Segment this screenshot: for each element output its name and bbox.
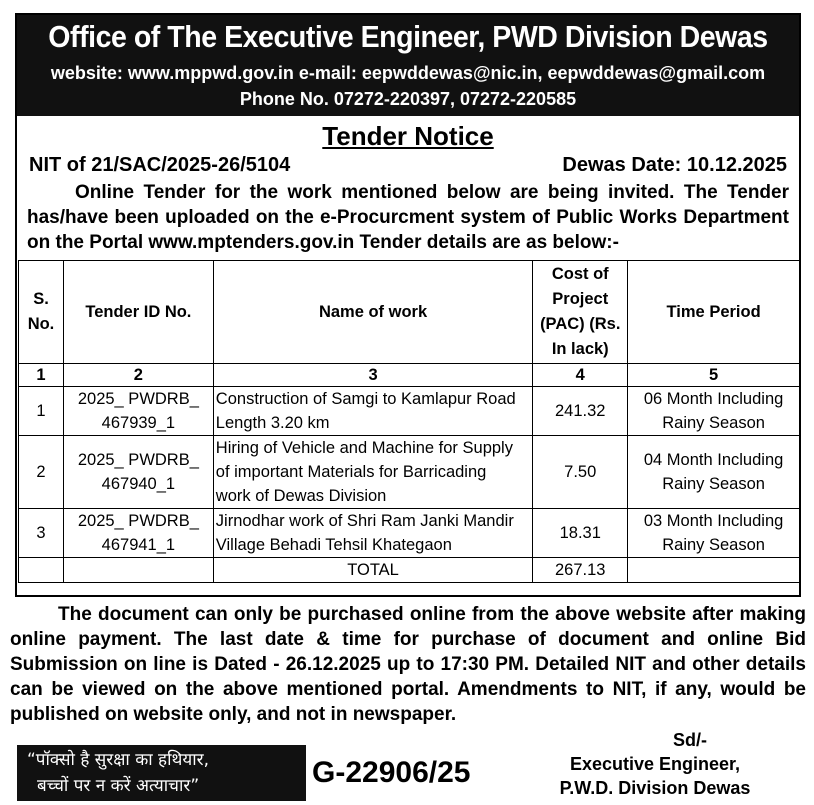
office-header: [17, 15, 799, 116]
office-title: Office of The Executive Engineer, PWD Division Dewas: [48, 19, 768, 54]
cell-period: [628, 387, 800, 436]
col-number: 2: [63, 364, 213, 387]
header-sno: S. No.: [19, 261, 64, 364]
total-value: 267.13: [533, 558, 628, 583]
cell-empty: [19, 558, 64, 583]
cell-period: [628, 436, 800, 509]
work-line: Village Behadi Tehsil Khategaon: [215, 536, 452, 554]
work-line: Hiring of Vehicle and Machine for Supply: [215, 439, 513, 457]
work-line: Length 3.20 km: [215, 414, 330, 432]
notice-date: Dewas Date: 10.12.2025: [562, 154, 787, 176]
total-row: [19, 558, 800, 583]
work-line: of important Materials for Barricading: [215, 463, 487, 481]
website-email-line: website: www.mppwd.gov.in e-mail: eepwddewas@nic.in, eepwddewas@gmail.com: [50, 63, 766, 83]
table-row: [19, 436, 800, 509]
work-line: work of Dewas Division: [215, 487, 387, 505]
tender-id-part: 467940_1: [101, 475, 176, 493]
cell-empty: [628, 558, 800, 583]
work-line: Construction of Samgi to Kamlapur Road: [215, 390, 516, 408]
period-line: 03 Month Including: [643, 512, 784, 530]
signatory-title: Executive Engineer,: [569, 754, 741, 774]
tender-id-part: 2025_ PWDRB_: [77, 390, 199, 408]
col-number: 1: [19, 364, 64, 387]
col-number: 5: [628, 364, 800, 387]
pocso-slogan-box: [17, 745, 306, 801]
header-cost: Cost of Project (PAC) (Rs. In lack): [533, 261, 628, 364]
tender-id-part: 2025_ PWDRB_: [77, 512, 199, 530]
table-row: [19, 509, 800, 558]
column-number-row: [19, 364, 800, 387]
notice-title: Tender Notice: [322, 121, 494, 151]
period-line: Rainy Season: [662, 475, 765, 493]
slogan-line: “पॉक्सो है सुरक्षा का हथियार,: [27, 750, 209, 770]
header-work: Name of work: [213, 261, 532, 364]
col-number: 3: [213, 364, 532, 387]
period-line: 04 Month Including: [643, 451, 784, 469]
tender-id-part: 2025_ PWDRB_: [77, 451, 199, 469]
period-line: 06 Month Including: [643, 390, 784, 408]
slogan-line: बच्चों पर न करें अत्याचार”: [37, 776, 200, 796]
total-label: TOTAL: [213, 558, 532, 583]
cell-tender-id: [63, 387, 213, 436]
reference-code: G-22906/25: [312, 756, 471, 789]
tender-id-part: 467941_1: [101, 536, 176, 554]
signatory-division: P.W.D. Division Dewas: [559, 778, 751, 798]
signature-block: [540, 728, 770, 800]
cell-period: [628, 509, 800, 558]
cell-sno: 3: [19, 509, 64, 558]
cell-work: [213, 509, 532, 558]
header-tender-id: Tender ID No.: [63, 261, 213, 364]
cell-tender-id: [63, 436, 213, 509]
header-period: Time Period: [628, 261, 800, 364]
cell-cost: 241.32: [533, 387, 628, 436]
tender-table: [18, 260, 800, 583]
cell-sno: 2: [19, 436, 64, 509]
cell-sno: 1: [19, 387, 64, 436]
period-line: Rainy Season: [662, 536, 765, 554]
sd-mark: Sd/-: [673, 730, 707, 750]
cell-work: [213, 387, 532, 436]
footer-paragraph: The document can only be purchased online from the above website after making online payment. The last date & time for purchase of document and online Bid Submission on line is Dated - 26.12.2025 up to 17:30 PM. Detailed NIT and other details can be viewed on the above mentioned portal. Amendments to NIT, if any, would be published on website only, and not in newspaper.: [10, 604, 806, 725]
cell-cost: 7.50: [533, 436, 628, 509]
cell-tender-id: [63, 509, 213, 558]
col-number: 4: [533, 364, 628, 387]
table-header-row: [19, 261, 800, 364]
table-row: [19, 387, 800, 436]
cell-cost: 18.31: [533, 509, 628, 558]
period-line: Rainy Season: [662, 414, 765, 432]
tender-id-part: 467939_1: [101, 414, 176, 432]
cell-empty: [63, 558, 213, 583]
cell-work: [213, 436, 532, 509]
nit-number: NIT of 21/SAC/2025-26/5104: [29, 154, 291, 176]
notice-frame: [15, 13, 801, 597]
phone-line: Phone No. 07272-220397, 07272-220585: [239, 89, 577, 109]
work-line: Jirnodhar work of Shri Ram Janki Mandir: [215, 512, 514, 530]
intro-paragraph: Online Tender for the work mentioned below are being invited. The Tender has/have been uploaded on the e-Procurcment system of Public Works Department on the Portal www.mptenders.gov.in Tender details are as below:-: [27, 182, 789, 253]
